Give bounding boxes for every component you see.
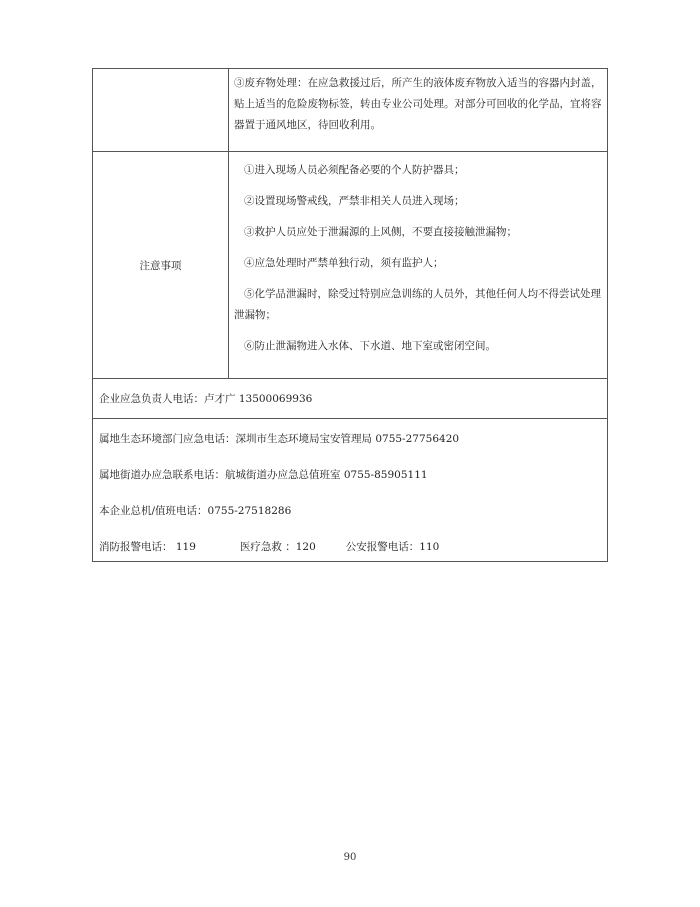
- note-item: ③救护人员应处于泄漏源的上风侧，不要直接接触泄漏物；: [244, 226, 517, 238]
- emergency-info-table: [92, 68, 608, 562]
- note-item: ①进入现场人员必须配备必要的个人防护器具；: [244, 164, 465, 176]
- police-number: 公安报警电话：110: [345, 541, 440, 553]
- note-item: ⑤化学品泄漏时，除受过特别应急训练的人员外，其他任何人均不得尝试处理泄漏物；: [234, 288, 601, 321]
- notes-label: 注意事项: [93, 152, 229, 378]
- street-office-contact: 属地街道办应急联系电话：航城街道办应急总值班室 0755-85905111: [99, 469, 428, 481]
- responsible-contact: 企业应急负责人电话：卢才广 13500069936: [93, 378, 607, 418]
- fire-number: 消防报警电话： 119: [99, 541, 196, 553]
- note-item: ④应急处理时严禁单独行动，须有监护人；: [244, 257, 444, 269]
- note-item: ②设置现场警戒线，严禁非相关人员进入现场；: [244, 195, 465, 207]
- disposal-text: ③废弃物处理：在应急救援过后，所产生的液体废弃物放入适当的容器内封盖，贴上适当的危险废物标签，转由专业公司处理。对部分可回收的化学品，宜将容器置于通风地区，待回收利用。: [234, 77, 602, 131]
- emergency-numbers: [99, 537, 601, 559]
- note-item: ⑥防止泄漏物进入水体、下水道、地下室或密闭空间。: [244, 340, 496, 352]
- notes-list: [229, 152, 607, 378]
- notes-row: [93, 151, 607, 378]
- page-number: 90: [343, 852, 357, 863]
- disposal-row: [93, 69, 607, 151]
- env-dept-contact: 属地生态环境部门应急电话：深圳市生态环境局宝安管理局 0755-27756420: [99, 433, 460, 445]
- medical-number: 医疗急救 ：120: [239, 541, 316, 553]
- company-duty-contact: 本企业总机/值班电话：0755-27518286: [99, 505, 292, 517]
- contact-list: [93, 418, 607, 561]
- disposal-label-cell: [93, 69, 229, 151]
